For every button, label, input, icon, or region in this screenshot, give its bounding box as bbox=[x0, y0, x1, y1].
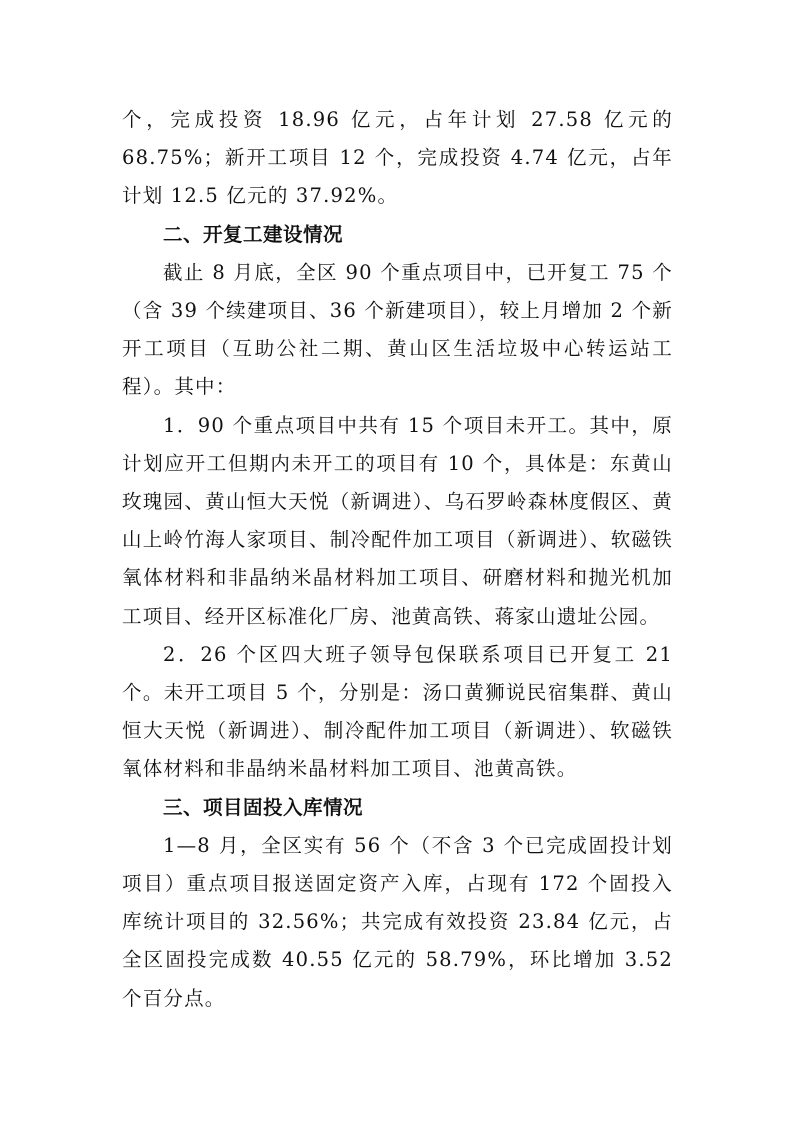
heading-fixed-investment: 三、项目固投入库情况 bbox=[163, 795, 364, 819]
heading-construction-status: 二、开复工建设情况 bbox=[163, 222, 344, 246]
paragraph-leader-projects: 2．26 个区四大班子领导包保联系项目已开复工 21 个。未开工项目 5 个，分别是：汤口黄狮说民宿集群、黄山恒大天悦（新调进）、制冷配件加工项目（新调进）、软磁铁氧体材料和非晶纳米晶材料加工项目、池黄高铁。 bbox=[122, 642, 673, 781]
paragraph-fixed-investment: 1—8 月，全区实有 56 个（不含 3 个已完成固投计划项目）重点项目报送固定资产入库，占现有 172 个固投入库统计项目的 32.56%；共完成有效投资 23.84 亿元，占全区固投完成数 40.55 亿元的 58.79%，环比增加 3.52 个百分点。 bbox=[122, 833, 673, 1010]
paragraph-construction-overview: 截止 8 月底，全区 90 个重点项目中，已开复工 75 个（含 39 个续建项目、36 个新建项目），较上月增加 2 个新开工项目（互助公社二期、黄山区生活垃圾中心转运站工程）。其中： bbox=[122, 260, 673, 399]
document-page bbox=[122, 101, 673, 1018]
paragraph-unstarted-projects: 1．90 个重点项目中共有 15 个项目未开工。其中，原计划应开工但期内未开工的项目有 10 个，具体是：东黄山玫瑰园、黄山恒大天悦（新调进）、乌石罗岭森林度假区、黄山上岭竹海人家项目、制冷配件加工项目（新调进）、软磁铁氧体材料和非晶纳米晶材料加工项目、研磨材料和抛光机加工项目、经开区标准化厂房、池黄高铁、蒋家山遗址公园。 bbox=[122, 413, 673, 628]
paragraph-investment-summary: 个，完成投资 18.96 亿元，占年计划 27.58 亿元的 68.75%；新开工项目 12 个，完成投资 4.74 亿元，占年计划 12.5 亿元的 37.92%。 bbox=[122, 108, 673, 208]
